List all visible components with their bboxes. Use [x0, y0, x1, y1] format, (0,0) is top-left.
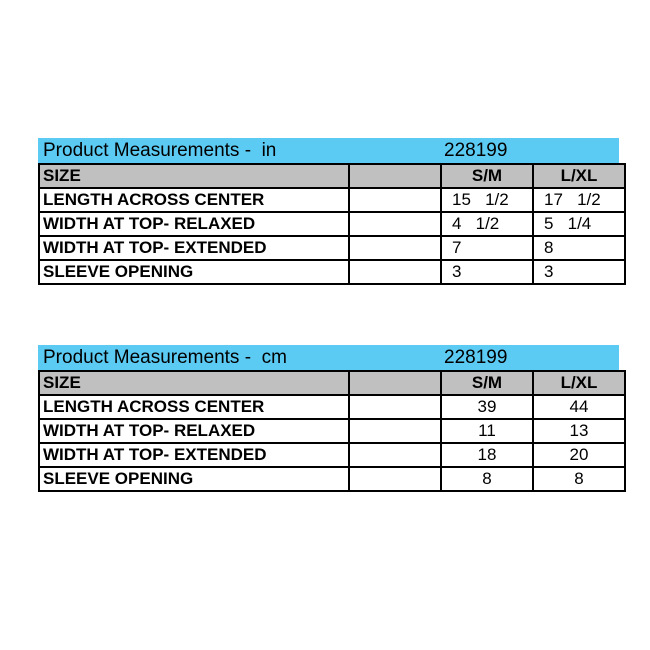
table-title: Product Measurements - in [43, 140, 277, 161]
size-header-label: SIZE [39, 371, 349, 395]
table-row [39, 236, 625, 260]
blank-cell [349, 443, 441, 467]
row-label: WIDTH AT TOP- EXTENDED [39, 443, 349, 467]
value-lxl: 13 [533, 419, 625, 443]
table-row [39, 395, 625, 419]
measurements-grid [38, 370, 626, 492]
size-header-row [39, 164, 625, 188]
table-row [39, 212, 625, 236]
row-label: WIDTH AT TOP- RELAXED [39, 212, 349, 236]
blank-cell [349, 212, 441, 236]
value-sm: 4 1/2 [441, 212, 533, 236]
value-lxl: 8 [533, 236, 625, 260]
blank-cell [349, 419, 441, 443]
table-row [39, 188, 625, 212]
value-sm: 15 1/2 [441, 188, 533, 212]
value-lxl: 17 1/2 [533, 188, 625, 212]
row-label: LENGTH ACROSS CENTER [39, 395, 349, 419]
size-header-label: SIZE [39, 164, 349, 188]
value-sm: 3 [441, 260, 533, 284]
measurements-grid [38, 163, 626, 285]
row-label: LENGTH ACROSS CENTER [39, 188, 349, 212]
table-row [39, 260, 625, 284]
value-lxl: 8 [533, 467, 625, 491]
value-sm: 8 [441, 467, 533, 491]
value-sm: 39 [441, 395, 533, 419]
size-header-sm: S/M [441, 371, 533, 395]
size-header-lxl: L/XL [533, 164, 625, 188]
blank-cell [349, 164, 441, 188]
blank-cell [349, 260, 441, 284]
value-lxl: 5 1/4 [533, 212, 625, 236]
blank-cell [349, 467, 441, 491]
blank-cell [349, 371, 441, 395]
value-sm: 11 [441, 419, 533, 443]
style-number: 228199 [444, 140, 508, 161]
value-lxl: 20 [533, 443, 625, 467]
row-label: WIDTH AT TOP- RELAXED [39, 419, 349, 443]
table-title-bar [38, 345, 619, 370]
value-lxl: 44 [533, 395, 625, 419]
style-number: 228199 [444, 347, 508, 368]
size-header-lxl: L/XL [533, 371, 625, 395]
value-sm: 18 [441, 443, 533, 467]
measurements-table-inches [38, 138, 619, 285]
table-title: Product Measurements - cm [43, 347, 287, 368]
value-lxl: 3 [533, 260, 625, 284]
value-sm: 7 [441, 236, 533, 260]
row-label: SLEEVE OPENING [39, 467, 349, 491]
blank-cell [349, 236, 441, 260]
size-header-row [39, 371, 625, 395]
row-label: SLEEVE OPENING [39, 260, 349, 284]
table-row [39, 443, 625, 467]
measurements-table-cm [38, 345, 619, 492]
table-row [39, 467, 625, 491]
table-row [39, 419, 625, 443]
size-header-sm: S/M [441, 164, 533, 188]
blank-cell [349, 395, 441, 419]
row-label: WIDTH AT TOP- EXTENDED [39, 236, 349, 260]
blank-cell [349, 188, 441, 212]
table-title-bar [38, 138, 619, 163]
